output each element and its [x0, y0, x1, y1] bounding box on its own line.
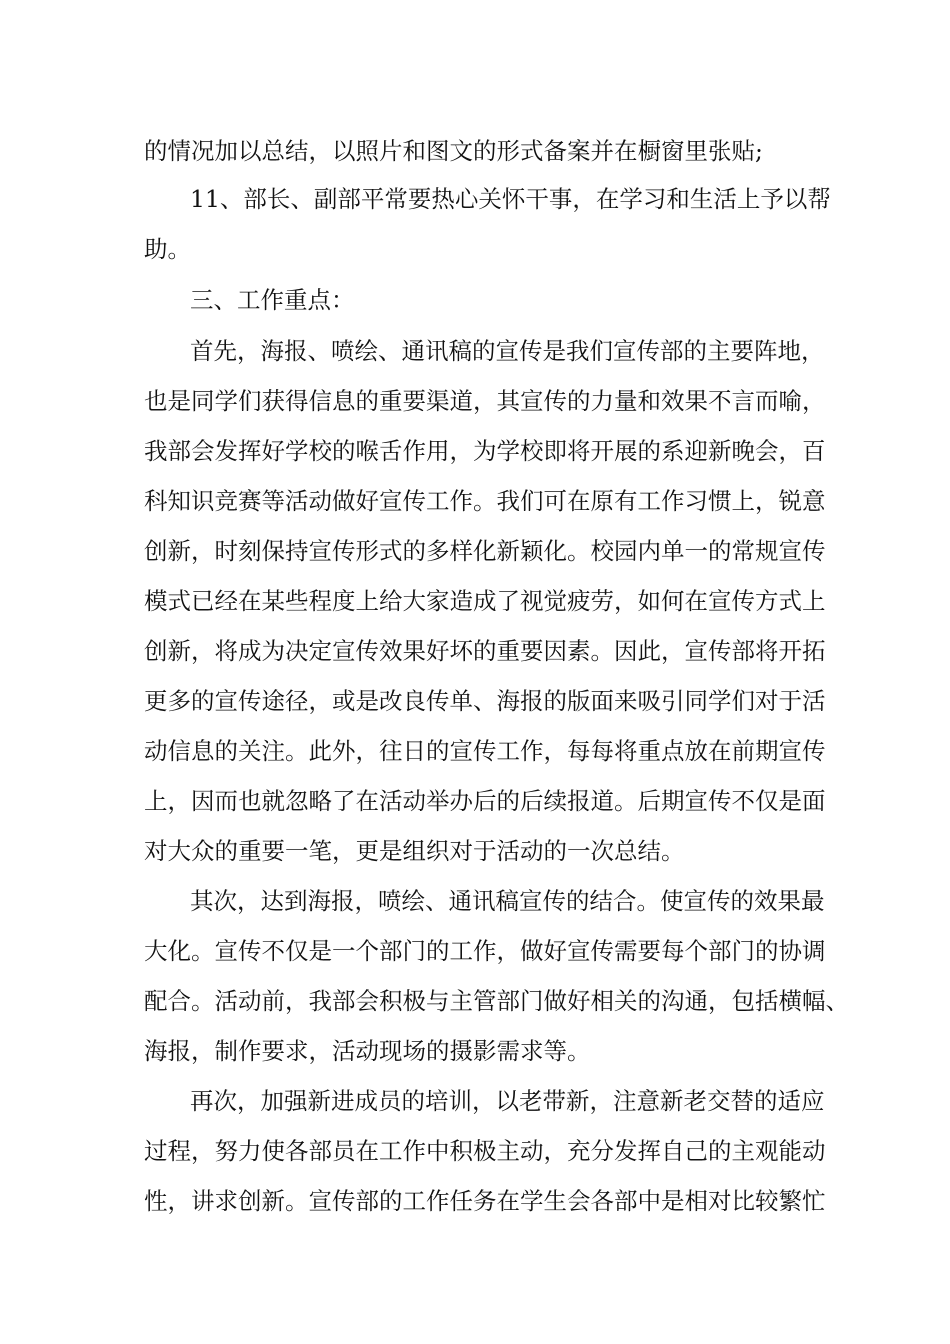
section-heading: 三、工作重点： — [190, 286, 355, 314]
text-line: 更多的宣传途径，或是改良传单、海报的版面来吸引同学们对于活 — [144, 687, 826, 715]
text-line: 海报，制作要求，活动现场的摄影需求等。 — [144, 1037, 591, 1065]
text-line: 大化。宣传不仅是一个部门的工作，做好宣传需要每个部门的协调 — [144, 937, 826, 965]
text-line: 对大众的重要一笔，更是组织对于活动的一次总结。 — [144, 837, 685, 865]
text-line: 创新，将成为决定宣传效果好坏的重要因素。因此，宣传部将开拓 — [144, 637, 826, 665]
text-line: 其次，达到海报，喷绘、通讯稿宣传的结合。使宣传的效果最 — [190, 887, 825, 915]
text-line: 模式已经在某些程度上给大家造成了视觉疲劳，如何在宣传方式上 — [144, 587, 826, 615]
text-line: 配合。活动前，我部会积极与主管部门做好相关的沟通，包括横幅、 — [144, 987, 849, 1015]
text-line: 助。 — [144, 235, 191, 263]
text-line: 也是同学们获得信息的重要渠道，其宣传的力量和效果不言而喻， — [144, 387, 826, 415]
text-line: 11、部长、副部平常要热心关怀干事，在学习和生活上予以帮 — [190, 185, 831, 213]
text-line: 的情况加以总结，以照片和图文的形式备案并在橱窗里张贴; — [144, 137, 763, 165]
text-line: 首先，海报、喷绘、通讯稿的宣传是我们宣传部的主要阵地， — [190, 337, 825, 365]
text-line: 再次，加强新进成员的培训，以老带新，注意新老交替的适应 — [190, 1087, 825, 1115]
text-line: 上，因而也就忽略了在活动举办后的后续报道。后期宣传不仅是面 — [144, 787, 826, 815]
text-line: 过程，努力使各部员在工作中积极主动，充分发挥自己的主观能动 — [144, 1137, 826, 1165]
text-line: 科知识竞赛等活动做好宣传工作。我们可在原有工作习惯上，锐意 — [144, 487, 826, 515]
text-line: 性，讲求创新。宣传部的工作任务在学生会各部中是相对比较繁忙 — [144, 1187, 826, 1215]
text-line: 创新，时刻保持宣传形式的多样化新颖化。校园内单一的常规宣传 — [144, 537, 826, 565]
text-line: 动信息的关注。此外，往日的宣传工作，每每将重点放在前期宣传 — [144, 737, 826, 765]
text-line: 我部会发挥好学校的喉舌作用，为学校即将开展的系迎新晚会，百 — [144, 437, 826, 465]
